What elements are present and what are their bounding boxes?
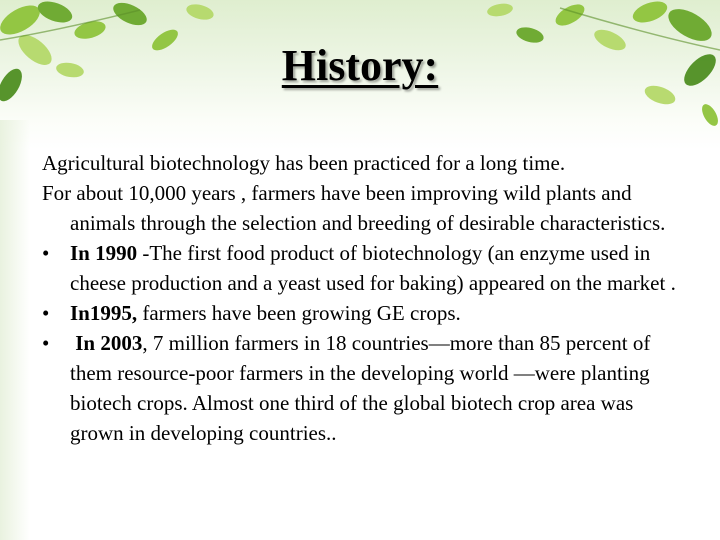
history-bullet-list <box>42 238 692 448</box>
bullet-text: , 7 million farmers in 18 countries—more than 85 percent of them resource-poor farmers in the developing world —were planting biotech crops. Almost one third of the global biotech crop area was grown in developing countries.. <box>70 331 651 445</box>
slide-title: History: <box>281 41 439 90</box>
bullet-text: farmers have been growing GE crops. <box>137 301 461 325</box>
bullet-lead: In 2003 <box>70 331 143 355</box>
bullet-2003 <box>42 328 692 448</box>
bullet-text: -The first food product of biotechnology (an enzyme used in cheese production and a yeast used for baking) appeared on the market . <box>70 241 676 295</box>
intro-paragraph-2: For about 10,000 years , farmers have been improving wild plants and animals through the selection and breeding of desirable characteristics. <box>42 181 666 235</box>
bullet-marker: • <box>42 241 50 265</box>
bullet-marker: • <box>42 331 50 355</box>
slide-body <box>42 148 692 448</box>
bullet-1995 <box>42 298 692 328</box>
background-left-edge <box>0 120 30 540</box>
bullet-lead: In1995, <box>70 301 138 325</box>
bullet-lead: In 1990 <box>70 241 138 265</box>
intro-paragraph-1: Agricultural biotechnology has been practiced for a long time. <box>42 151 566 175</box>
bullet-1990 <box>42 238 692 298</box>
bullet-marker: • <box>42 301 50 325</box>
